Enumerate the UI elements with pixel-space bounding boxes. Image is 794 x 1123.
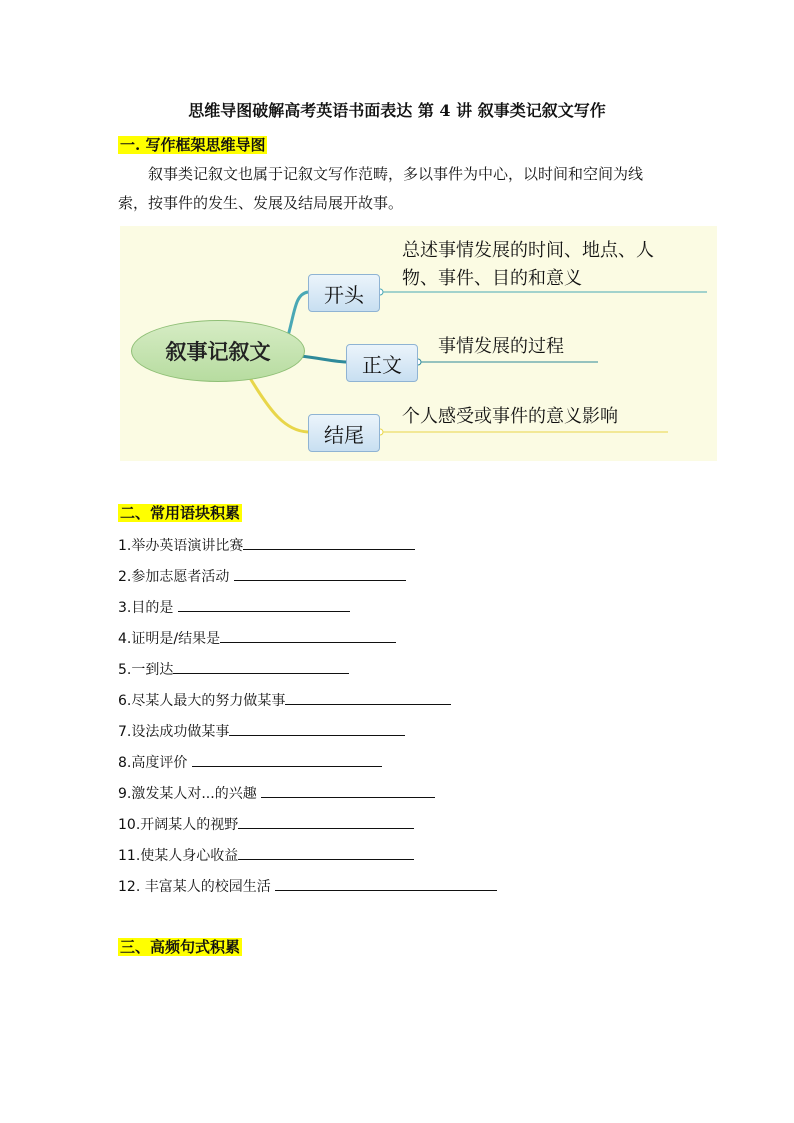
- item-label: 5.一到达: [118, 662, 174, 678]
- section-heading-text: 二、常用语块积累: [120, 504, 241, 522]
- answer-blank[interactable]: [261, 783, 435, 798]
- section-heading-phrases: [118, 502, 242, 523]
- mind-map-text-body: 事情发展的过程: [438, 336, 564, 357]
- intro-line-1: 叙事类记叙文也属于记叙文写作范畴，多以事件为中心，以时间和空间为线: [148, 165, 644, 183]
- answer-blank[interactable]: [238, 814, 414, 829]
- answer-blank[interactable]: [243, 535, 415, 550]
- section-heading-text: 三、高频句式积累: [120, 938, 241, 956]
- opening-text-line-2: 物、事件、目的和意义: [402, 268, 582, 289]
- mind-map-center-node: 叙事记叙文: [131, 320, 305, 382]
- answer-blank[interactable]: [173, 659, 349, 674]
- mind-map-text-opening: [402, 237, 654, 293]
- section-heading-text: 一. 写作框架思维导图: [120, 136, 266, 154]
- list-item: [118, 655, 678, 686]
- list-item: [118, 686, 678, 717]
- intro-line-2: 索，按事件的发生、发展及结局展开故事。: [118, 194, 404, 212]
- answer-blank[interactable]: [229, 721, 405, 736]
- answer-blank[interactable]: [285, 690, 451, 705]
- page-title: 思维导图破解高考英语书面表达 第 4 讲 叙事类记叙文写作: [188, 101, 606, 120]
- item-label: 8.高度评价: [118, 755, 192, 771]
- phrase-list: [118, 531, 678, 903]
- item-label: 9.激发某人对...的兴趣: [118, 786, 262, 802]
- answer-blank[interactable]: [275, 876, 497, 891]
- answer-blank[interactable]: [238, 845, 414, 860]
- mind-map-node-opening: 开头: [308, 274, 380, 312]
- intro-paragraph: [118, 160, 678, 218]
- answer-blank[interactable]: [234, 566, 406, 581]
- item-label: 6.尽某人最大的努力做某事: [118, 693, 286, 709]
- item-label: 10.开阔某人的视野: [118, 817, 239, 833]
- list-item: [118, 841, 678, 872]
- item-label: 7.设法成功做某事: [118, 724, 230, 740]
- connector-branch-2: [300, 356, 348, 362]
- section-heading-framework: [118, 134, 267, 155]
- item-label: 2.参加志愿者活动: [118, 569, 234, 585]
- item-label: 1.举办英语演讲比赛: [118, 538, 244, 554]
- connector-branch-1: [288, 292, 308, 336]
- section-heading-sentences: [118, 936, 242, 957]
- item-label: 12. 丰富某人的校园生活: [118, 879, 276, 895]
- list-item: [118, 624, 678, 655]
- list-item: [118, 562, 678, 593]
- list-item: [118, 531, 678, 562]
- item-label: 11.使某人身心收益: [118, 848, 239, 864]
- list-item: [118, 593, 678, 624]
- list-item: [118, 872, 678, 903]
- connector-branch-3: [250, 378, 308, 432]
- opening-text-line-1: 总述事情发展的时间、地点、人: [402, 240, 654, 261]
- answer-blank[interactable]: [220, 628, 396, 643]
- mind-map-node-ending: 结尾: [308, 414, 380, 452]
- mind-map: [120, 226, 717, 461]
- list-item: [118, 810, 678, 841]
- item-label: 3.目的是: [118, 600, 178, 616]
- list-item: [118, 717, 678, 748]
- list-item: [118, 779, 678, 810]
- mind-map-text-ending: 个人感受或事件的意义影响: [402, 406, 618, 427]
- list-item: [118, 748, 678, 779]
- answer-blank[interactable]: [178, 597, 350, 612]
- answer-blank[interactable]: [192, 752, 382, 767]
- item-label: 4.证明是/结果是: [118, 631, 221, 647]
- mind-map-node-body: 正文: [346, 344, 418, 382]
